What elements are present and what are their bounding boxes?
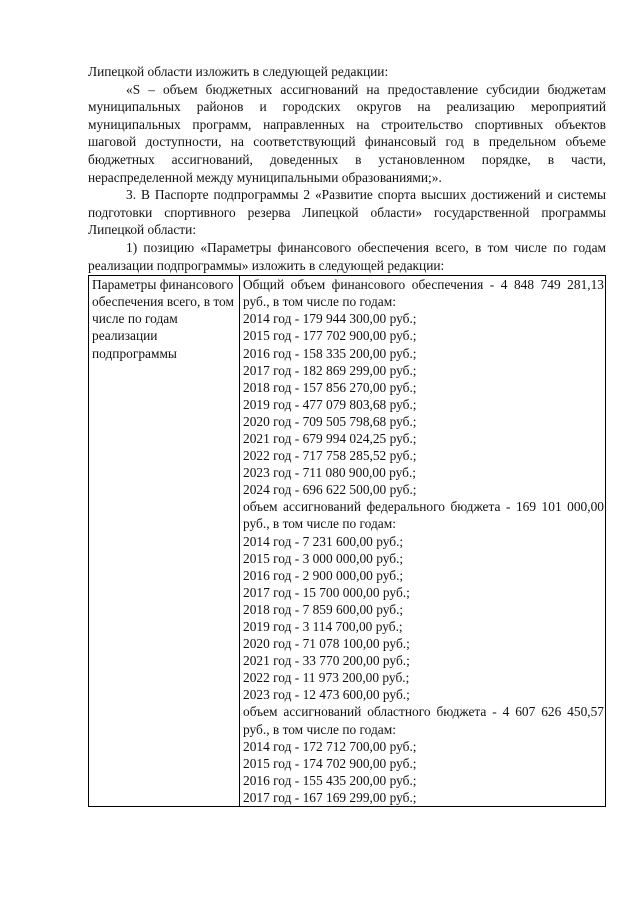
federal-year-line: 2023 год - 12 473 600,00 руб.;	[243, 687, 410, 703]
federal-year-line: 2016 год - 2 900 000,00 руб.;	[243, 567, 404, 583]
financing-table	[88, 275, 606, 807]
federal-year-line: 2014 год - 7 231 600,00 руб.;	[243, 533, 404, 549]
federal-year-line: 2022 год - 11 973 200,00 руб.;	[243, 670, 410, 686]
total-years-list	[243, 310, 604, 498]
federal-year-line: 2015 год - 3 000 000,00 руб.;	[243, 550, 404, 566]
federal-year-line: 2019 год - 3 114 700,00 руб.;	[243, 619, 403, 634]
total-year-line: 2022 год - 717 758 285,52 руб.;	[243, 448, 417, 464]
regional-budget-header: объем ассигнований областного бюджета - 4 607 626 450,57 руб., в том числе по годам:	[243, 704, 604, 737]
total-year-line: 2018 год - 157 856 270,00 руб.;	[243, 379, 417, 395]
regional-year-line: 2015 год - 174 702 900,00 руб.;	[243, 755, 417, 771]
total-year-line: 2015 год - 177 702 900,00 руб.;	[243, 328, 417, 344]
total-year-line: 2021 год - 679 994 024,25 руб.;	[243, 430, 417, 446]
item-1-paragraph: 1) позицию «Параметры финансового обеспечения всего, в том числе по годам реализации подпрограммы» изложить в следующей редакции:	[88, 239, 606, 273]
federal-years-list	[243, 533, 604, 704]
total-year-line: 2024 год - 696 622 500,00 руб.;	[243, 482, 417, 498]
federal-budget-header: объем ассигнований федерального бюджета - 169 101 000,00 руб., в том числе по годам:	[243, 499, 604, 532]
section-3-paragraph: 3. В Паспорте подпрограммы 2 «Развитие спорта высших достижений и системы подготовки спортивного резерва Липецкой области» государственной программы Липецкой области:	[88, 187, 606, 238]
federal-year-line: 2017 год - 15 700 000,00 руб.;	[243, 584, 410, 600]
regional-year-line: 2016 год - 155 435 200,00 руб.;	[243, 772, 417, 788]
total-financing-header: Общий объем финансового обеспечения - 4 848 749 281,13 руб., в том числе по годам:	[243, 277, 604, 310]
total-year-line: 2023 год - 711 080 900,00 руб.;	[243, 465, 417, 481]
parameter-label-cell: Параметры финансового обеспечения всего, в том числе по годам реализации подпрограммы	[89, 276, 240, 807]
intro-line: Липецкой области изложить в следующей редакции:	[88, 64, 389, 79]
total-year-line: 2017 год - 182 869 299,00 руб.;	[243, 362, 417, 378]
total-year-line: 2020 год - 709 505 798,68 руб.;	[243, 413, 417, 429]
document-page	[88, 63, 606, 807]
table-row	[89, 276, 606, 807]
total-year-line: 2016 год - 158 335 200,00 руб.;	[243, 345, 417, 361]
regional-years-list	[243, 738, 604, 806]
federal-year-line: 2020 год - 71 078 100,00 руб.;	[243, 636, 410, 652]
federal-year-line: 2018 год - 7 859 600,00 руб.;	[243, 601, 404, 617]
parameter-value-cell	[240, 276, 606, 807]
total-year-line: 2014 год - 179 944 300,00 руб.;	[243, 311, 417, 327]
regional-year-line: 2017 год - 167 169 299,00 руб.;	[243, 789, 417, 805]
federal-year-line: 2021 год - 33 770 200,00 руб.;	[243, 653, 410, 669]
quote-paragraph: «S – объем бюджетных ассигнований на предоставление субсидии бюджетам муниципальных районов и городских округов на реализацию мероприятий муниципальных программ, направленных на строительство спортивных объектов шаговой доступности, на соответствующий финансовый год в предельном объеме бюджетных ассигнований, доведенных в установленном порядке, в части, нераспределенной между муниципальными образованиями;».	[88, 81, 606, 185]
total-year-line: 2019 год - 477 079 803,68 руб.;	[243, 396, 417, 412]
regional-year-line: 2014 год - 172 712 700,00 руб.;	[243, 738, 417, 754]
